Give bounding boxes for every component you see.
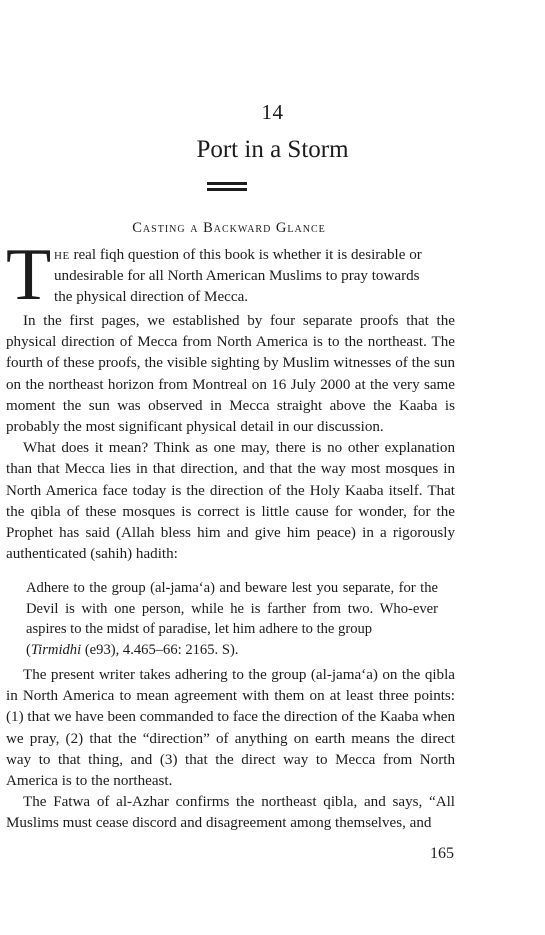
title-rule-top — [207, 182, 247, 185]
quote-citation-source: Tirmidhi — [30, 641, 82, 658]
paragraph: What does it mean? Think as one may, there is no other explanation than that Mecca lies in that direction, and that the way most mosques in North America face today is the direction of the Holy Kaaba itself. That the qibla of these mosques is correct is little cause for wonder, for the Prophet has said (Allah bless him and give him peace) in a rigorously authenticated (sahih) hadith: — [6, 440, 455, 563]
quote-body: Adhere to the group (al-jama‘a) and beware lest you separate, for the Devil is with one person, while he is farther from two. Who-ever aspires to the midst of paradise, let him adhere to the group — [26, 580, 438, 638]
drop-cap: T — [6, 234, 52, 316]
body-text-after-quote — [6, 665, 455, 835]
chapter-number: 14 — [261, 100, 284, 124]
first-paragraph-line-1 — [54, 245, 455, 266]
paragraph: The present writer takes adhering to the group (al-jama‘a) on the qibla in North America to mean agreement with them on at least three points: (1) that we have been commanded to face the direction of the Kaaba when we pray, (2) that the “direction” of anything on earth means the direct way to that thing, and (3) that the direct way to Mecca from North America is to the northeast. — [6, 667, 455, 790]
quote-citation-open: ( — [26, 641, 31, 658]
section-heading: Casting a Backward Glance — [132, 220, 326, 236]
lead-small-caps: he — [54, 247, 70, 263]
quote-text — [26, 578, 438, 660]
first-paragraph-line-2: undesirable for all North American Muslims to pray towards — [54, 268, 420, 284]
body-text-before-quote — [6, 311, 455, 565]
title-rule-bottom — [207, 188, 247, 191]
paragraph: In the first pages, we established by four separate proofs that the physical direction of Mecca from North America is to the northeast. The fourth of these proofs, the visible sighting by Muslim witnesses of the sun on the northeast horizon from Montreal on 16 July 2000 at the very same moment the sun was observed in Mecca straight above the Kaaba is probably the most significant physical detail in our discussion. — [6, 313, 455, 436]
block-quote — [26, 578, 438, 660]
quote-citation-ref: (e93), 4.465–66: 2165. S). — [81, 641, 239, 658]
paragraph: The Fatwa of al-Azhar confirms the northeast qibla, and says, “All Muslims must cease discord and disagreement among themselves, and — [6, 794, 455, 832]
first-paragraph-line-3: the physical direction of Mecca. — [54, 289, 249, 305]
first-line-rest: real fiqh question of this book is whether it is desirable or — [69, 247, 422, 263]
page-number: 165 — [430, 845, 454, 862]
chapter-title: Port in a Storm — [196, 136, 349, 163]
